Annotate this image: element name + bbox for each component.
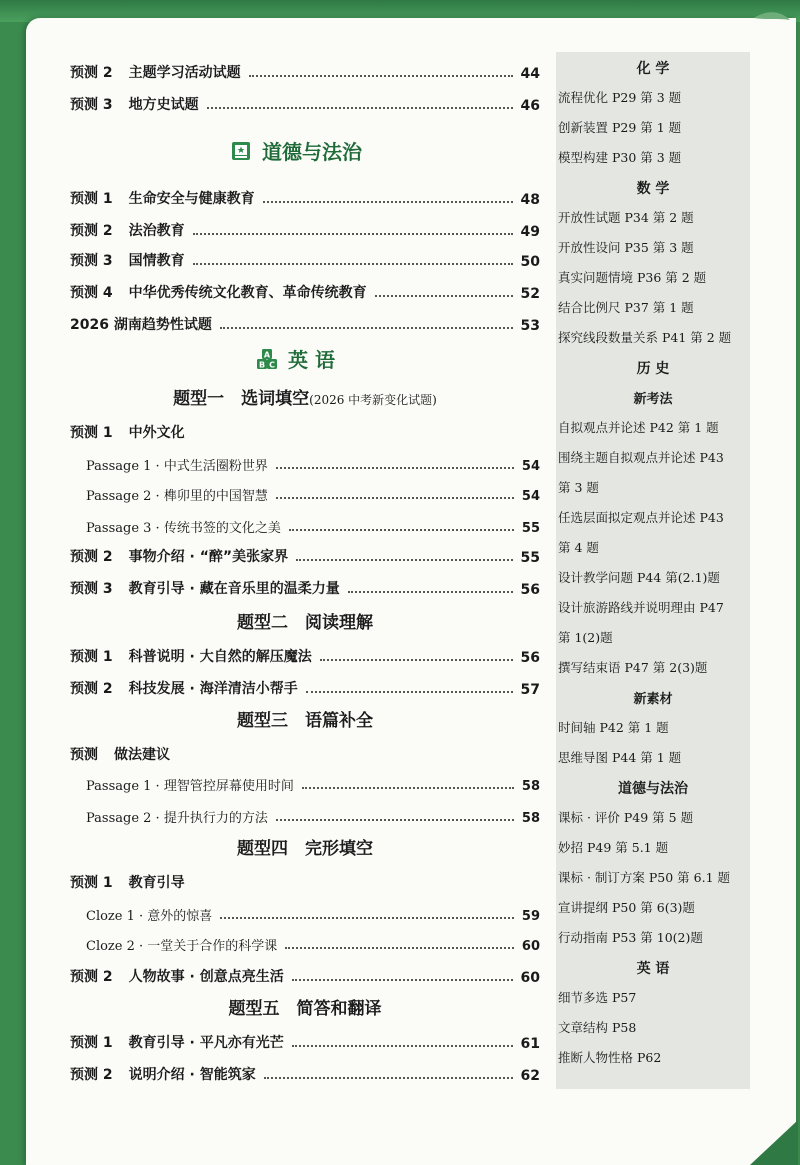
sidebar-item: 开放性设问 P35 第 3 题: [558, 240, 694, 255]
toc-row: [70, 244, 540, 270]
toc-title: 说明介绍 · 智能筑家: [128, 1067, 256, 1083]
toc-title: 2026 湖南趋势性试题: [70, 317, 212, 333]
toc-title: Cloze 1 · 意外的惊喜: [86, 909, 213, 924]
toc-title: 事物介绍 · “醉”美张家界: [128, 549, 289, 565]
toc-prefix: 预测 1: [70, 425, 113, 441]
book-icon: [230, 140, 252, 162]
type-heading-4: 题型四 完形填空: [237, 839, 373, 859]
sidebar-item: 真实问题情境 P36 第 2 题: [558, 270, 707, 285]
toc-title: 教育引导 · 平凡亦有光芒: [128, 1035, 284, 1051]
toc-page-number: 55: [521, 521, 540, 536]
sidebar-item: 宣讲提纲 P50 第 6(3)题: [558, 900, 695, 915]
toc-row: [70, 738, 540, 764]
sidebar-item: 时间轴 P42 第 1 题: [558, 720, 669, 735]
toc-row: [70, 56, 540, 82]
sidebar-item: 开放性试题 P34 第 2 题: [558, 210, 694, 225]
toc-title: 国情教育: [128, 253, 185, 269]
sidebar-item: 第 4 题: [558, 540, 599, 555]
sidebar-item: 设计旅游路线并说明理由 P47: [558, 600, 724, 615]
toc-prefix: 预测 1: [70, 875, 113, 891]
toc-page-number: 52: [520, 286, 540, 302]
sidebar-heading: 化 学: [636, 61, 670, 77]
toc-title: Passage 3 · 传统书签的文化之美: [86, 521, 281, 536]
toc-prefix: 预测: [70, 747, 98, 763]
svg-text:A: A: [263, 350, 271, 359]
section-heading-moral: [230, 136, 362, 165]
leader-dots: [375, 295, 513, 297]
toc-prefix: 预测 2: [70, 223, 113, 239]
toc-prefix: 预测 2: [70, 681, 113, 697]
toc-page-number: 48: [520, 192, 540, 208]
toc-row: [70, 540, 540, 566]
sidebar-item: 第 3 题: [558, 480, 599, 495]
toc-page-number: 56: [520, 582, 540, 598]
toc-page-number: 57: [520, 682, 540, 698]
section-title: 英 语: [288, 348, 335, 372]
toc-prefix: 预测 3: [70, 97, 113, 113]
leader-dots: [193, 233, 513, 235]
leader-dots: [320, 659, 513, 661]
leaf-decoration: [752, 6, 792, 36]
toc-prefix: 预测 3: [70, 253, 113, 269]
toc-prefix: 预测 3: [70, 581, 113, 597]
leader-dots: [292, 979, 513, 981]
leader-dots: [207, 107, 513, 109]
toc-title: 教育引导 · 藏在音乐里的温柔力量: [128, 581, 340, 597]
sidebar-item: 行动指南 P53 第 10(2)题: [558, 930, 703, 945]
sidebar-item: 创新装置 P29 第 1 题: [558, 120, 682, 135]
toc-title: 地方史试题: [128, 97, 199, 113]
toc-page-number: 58: [521, 779, 540, 794]
toc-title: Cloze 2 · 一堂关于合作的科学课: [86, 939, 278, 954]
toc-row: [70, 572, 540, 598]
toc-row: [86, 510, 540, 536]
toc-row: [70, 182, 540, 208]
toc-row: [86, 768, 540, 794]
toc-page-number: 44: [520, 66, 540, 82]
leader-dots: [220, 327, 513, 329]
sidebar-heading: 数 学: [636, 181, 670, 197]
sidebar-item: 第 1(2)题: [558, 630, 613, 645]
leader-dots: [302, 787, 514, 789]
toc-prefix: 预测 1: [70, 1035, 113, 1051]
leader-dots: [263, 201, 513, 203]
sidebar-heading: 英 语: [636, 961, 670, 977]
leader-dots: [306, 691, 513, 693]
toc-row: [70, 1058, 540, 1084]
toc-title: Passage 2 · 提升执行力的方法: [86, 811, 268, 826]
toc-title: 科技发展 · 海洋清洁小帮手: [128, 681, 298, 697]
svg-text:B: B: [258, 360, 266, 369]
toc-row: [70, 88, 540, 114]
toc-title: Passage 1 · 中式生活圈粉世界: [86, 459, 268, 474]
toc-page-number: 59: [521, 909, 540, 924]
toc-row: [86, 448, 540, 474]
toc-page-number: 54: [521, 459, 540, 474]
leader-dots: [289, 529, 514, 531]
toc-title: 人物故事 · 创意点亮生活: [128, 969, 284, 985]
toc-row: [70, 1026, 540, 1052]
type-heading-5: 题型五 简答和翻译: [228, 999, 382, 1019]
toc-prefix: 预测 1: [70, 649, 113, 665]
toc-page-number: 58: [521, 811, 540, 826]
sidebar-item: 设计教学问题 P44 第(2.1)题: [558, 570, 720, 585]
toc-title: 做法建议: [114, 747, 170, 763]
sidebar-subheading: 新考法: [633, 392, 673, 407]
toc-page-number: 50: [520, 254, 540, 270]
toc-row: [70, 276, 540, 302]
abc-blocks-icon: [256, 348, 278, 370]
toc-page-number: 62: [520, 1068, 540, 1084]
toc-page-number: 56: [520, 650, 540, 666]
toc-title: 中华优秀传统文化教育、革命传统教育: [128, 285, 367, 301]
sidebar-item: 课标 · 制订方案 P50 第 6.1 题: [558, 870, 731, 885]
section-title: 道德与法治: [262, 140, 362, 164]
leader-dots: [249, 75, 513, 77]
leader-dots: [276, 819, 514, 821]
toc-row: [70, 214, 540, 240]
leader-dots: [276, 467, 514, 469]
leader-dots: [264, 1077, 513, 1079]
type-heading-2: 题型二 阅读理解: [237, 613, 373, 633]
sidebar-item: 妙招 P49 第 5.1 题: [558, 840, 669, 855]
toc-title: 科普说明 · 大自然的解压魔法: [128, 649, 312, 665]
toc-row: [86, 898, 540, 924]
toc-page-number: 60: [520, 970, 540, 986]
toc-row: [70, 866, 540, 892]
toc-row: [70, 672, 540, 698]
sidebar-item: 模型构建 P30 第 3 题: [558, 150, 682, 165]
section-heading-english: [256, 344, 335, 373]
toc-prefix: 预测 1: [70, 191, 113, 207]
toc-title: 中外文化: [128, 425, 185, 441]
toc-prefix: 预测 2: [70, 1067, 113, 1083]
toc-prefix: 预测 2: [70, 969, 113, 985]
type-heading-1: 题型一 选词填空(2026 中考新变化试题): [173, 389, 437, 409]
toc-page-number: 46: [520, 98, 540, 114]
sidebar-heading: 历 史: [636, 361, 670, 377]
type-heading-3: 题型三 语篇补全: [237, 711, 373, 731]
sidebar-heading: 道德与法治: [618, 781, 688, 797]
toc-title: 教育引导: [128, 875, 185, 891]
toc-prefix: 预测 2: [70, 65, 113, 81]
sidebar-item: 思维导图 P44 第 1 题: [558, 750, 682, 765]
sidebar-item: 流程优化 P29 第 3 题: [558, 90, 682, 105]
sidebar-item: 任选层面拟定观点并论述 P43: [558, 510, 724, 525]
leader-dots: [348, 591, 513, 593]
leader-dots: [220, 917, 514, 919]
toc-prefix: 预测 4: [70, 285, 113, 301]
leader-dots: [285, 947, 514, 949]
toc-row: [70, 416, 540, 442]
sidebar-item: 自拟观点并论述 P42 第 1 题: [558, 420, 719, 435]
sidebar-item: 推断人物性格 P62: [558, 1050, 662, 1065]
toc-title: 法治教育: [128, 223, 185, 239]
toc-prefix: 预测 2: [70, 549, 113, 565]
sidebar-item: 探究线段数量关系 P41 第 2 题: [558, 330, 732, 345]
toc-page-number: 54: [521, 489, 540, 504]
toc-page-number: 49: [520, 224, 540, 240]
toc-row: [70, 308, 540, 334]
toc-row: [86, 928, 540, 954]
toc-title: Passage 2 · 榫卯里的中国智慧: [86, 489, 268, 504]
sidebar-item: 围绕主题自拟观点并论述 P43: [558, 450, 724, 465]
leader-dots: [296, 559, 512, 561]
toc-row: [70, 640, 540, 666]
toc-row: [70, 960, 540, 986]
toc-page-number: 61: [520, 1036, 540, 1052]
sidebar-item: 细节多选 P57: [558, 990, 637, 1005]
toc-row: [86, 800, 540, 826]
sidebar-item: 文章结构 P58: [558, 1020, 637, 1035]
corner-decoration: [750, 1120, 798, 1165]
sidebar-item: 课标 · 评价 P49 第 5 题: [558, 810, 694, 825]
toc-title: Passage 1 · 理智管控屏幕使用时间: [86, 779, 294, 794]
svg-text:C: C: [269, 360, 275, 369]
toc-title: 主题学习活动试题: [128, 65, 241, 81]
toc-page-number: 55: [520, 550, 540, 566]
leader-dots: [292, 1045, 513, 1047]
sidebar-item: 结合比例尺 P37 第 1 题: [558, 300, 694, 315]
leader-dots: [193, 263, 513, 265]
leader-dots: [276, 497, 514, 499]
toc-title: 生命安全与健康教育: [128, 191, 255, 207]
toc-row: [86, 478, 540, 504]
sidebar-subheading: 新素材: [633, 692, 673, 707]
toc-page-number: 60: [521, 939, 540, 954]
sidebar-item: 撰写结束语 P47 第 2(3)题: [558, 660, 708, 675]
toc-page-number: 53: [520, 318, 540, 334]
